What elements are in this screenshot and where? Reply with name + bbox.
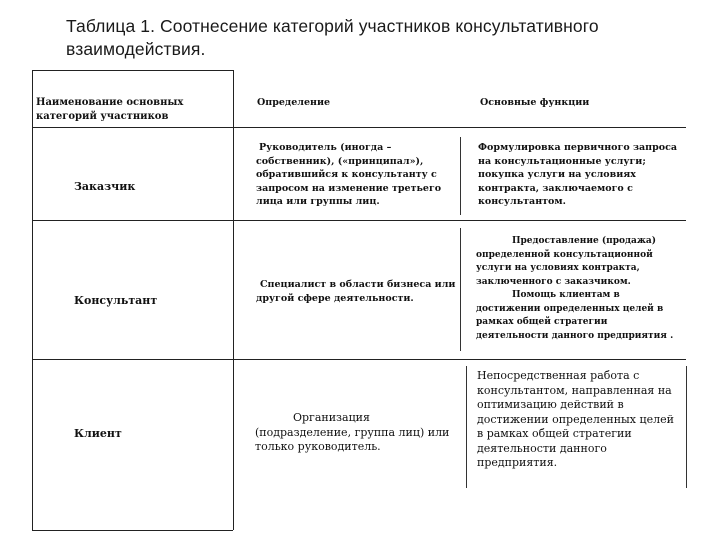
row2-rule bbox=[32, 359, 686, 360]
functions-text bbox=[476, 235, 682, 343]
header-rule bbox=[32, 127, 686, 128]
header-definition: Определение bbox=[257, 97, 331, 108]
col-separator bbox=[466, 366, 467, 488]
col-separator bbox=[686, 366, 687, 488]
header-functions: Основные функции bbox=[480, 97, 590, 108]
definition-text: Организация (подразделение, группа лиц) или только руководитель. bbox=[255, 411, 450, 453]
functions-paragraph: Помощь клиентам в достижении определенных целей в рамках общей стратегии деятельности данного предприятия . bbox=[476, 290, 674, 341]
table-top-rule bbox=[32, 70, 233, 71]
header-categories: Наименование основных категорий участников bbox=[36, 97, 184, 122]
functions-text: Формулировка первичного запроса на консультационные услуги; покупка услуги на условиях контракта, заключаемого с консультантом. bbox=[478, 142, 678, 207]
functions-paragraph: Предоставление (продажа) определенной консультационной услуги на условиях контракта, заключенного с заказчиком. bbox=[476, 236, 657, 287]
definition-text: Специалист в области бизнеса или другой сфере деятельности. bbox=[256, 279, 456, 304]
category-label: Заказчик bbox=[74, 180, 136, 193]
row1-rule bbox=[32, 220, 686, 221]
category-label: Консультант bbox=[74, 294, 158, 307]
category-label: Клиент bbox=[74, 427, 122, 440]
definition-text: Руководитель (иногда – собственник), («принципал»), обратившийся к консультанту с запросом на изменение третьего лица или группы лиц. bbox=[256, 142, 442, 207]
col-separator bbox=[460, 228, 461, 351]
table-bottom-rule bbox=[32, 530, 233, 531]
functions-text: Непосредственная работа с консультантом, направленная на оптимизацию действий в достижении определенных целей в рамках общей стратегии деятельности данного предприятия. bbox=[477, 369, 674, 469]
page-title: Таблица 1. Соотнесение категорий участников консультативного взаимодействия. bbox=[66, 16, 599, 59]
